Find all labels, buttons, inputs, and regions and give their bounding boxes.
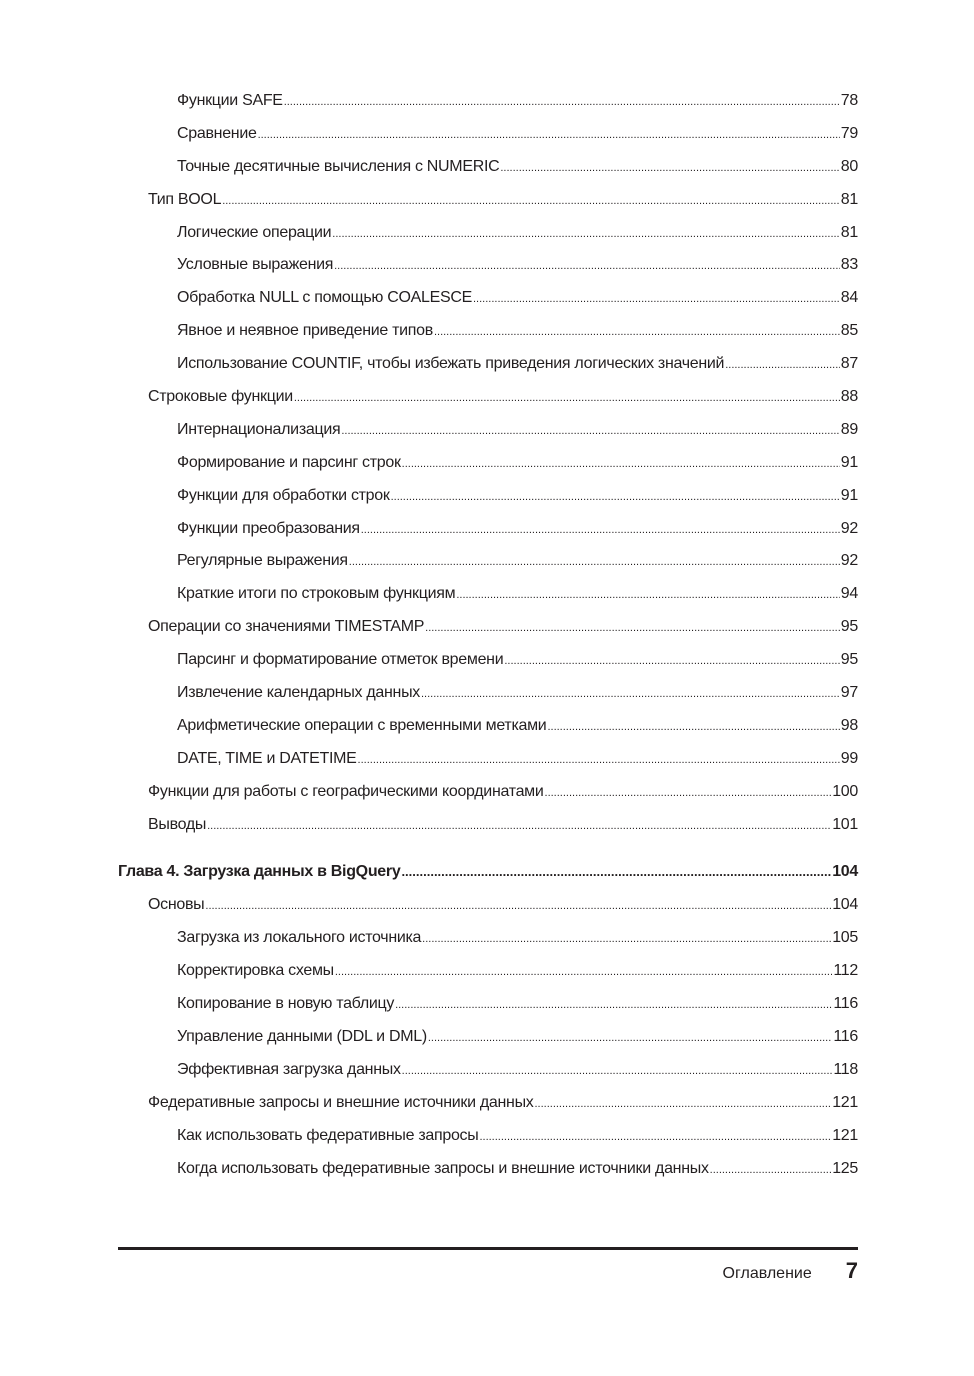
toc-entry-title: DATE, TIME и DATETIME xyxy=(177,749,357,767)
toc-entry-page: 95 xyxy=(840,618,858,636)
toc-entry-title: Функции преобразования xyxy=(177,519,360,537)
toc-entry-page: 80 xyxy=(840,157,858,175)
toc-entry-title: Глава 4. Загрузка данных в BigQuery xyxy=(118,863,401,881)
toc-entry-title: Корректировка схемы xyxy=(177,962,334,980)
dot-leader xyxy=(395,995,832,1013)
toc-entry[interactable] xyxy=(118,750,858,783)
dot-leader xyxy=(222,191,840,209)
toc-entry-page: 94 xyxy=(840,585,858,603)
footer-rule xyxy=(118,1247,858,1250)
toc-entry[interactable] xyxy=(118,585,858,618)
toc-entry[interactable] xyxy=(118,322,858,355)
dot-leader xyxy=(710,1160,832,1178)
dot-leader xyxy=(434,322,840,340)
toc-entry[interactable] xyxy=(118,684,858,717)
dot-leader xyxy=(402,454,840,472)
toc-entry-page: 78 xyxy=(840,92,858,109)
dot-leader xyxy=(547,717,839,735)
toc-entry-title: Извлечение календарных данных xyxy=(177,684,420,702)
toc-entry-page: 97 xyxy=(840,684,858,702)
toc-entry[interactable] xyxy=(118,388,858,421)
toc-entry-title: Управление данными (DDL и DML) xyxy=(177,1027,427,1045)
toc-entry[interactable] xyxy=(118,289,858,322)
toc-entry-page: 99 xyxy=(840,749,858,767)
toc-entry[interactable] xyxy=(118,783,858,816)
dot-leader xyxy=(421,684,840,702)
toc-entry[interactable] xyxy=(118,962,858,995)
toc-entry-page: 118 xyxy=(833,1060,858,1078)
toc-entry-page: 88 xyxy=(840,388,858,406)
dot-leader xyxy=(428,1028,833,1046)
dot-leader xyxy=(473,289,840,307)
toc-entry-page: 121 xyxy=(832,1126,858,1144)
toc-entry-title: Операции со значениями TIMESTAMP xyxy=(148,618,425,636)
toc-entry[interactable] xyxy=(118,158,858,191)
toc-entry-page: 100 xyxy=(832,782,858,800)
toc-entry-title: Основы xyxy=(148,896,205,914)
toc-entry[interactable] xyxy=(118,355,858,388)
toc-entry-page: 81 xyxy=(840,190,858,208)
toc-entry[interactable] xyxy=(118,224,858,257)
dot-leader xyxy=(504,651,839,669)
dot-leader xyxy=(402,1061,833,1079)
toc-entry[interactable] xyxy=(118,995,858,1028)
dot-leader xyxy=(500,158,839,176)
toc-entry[interactable] xyxy=(118,816,858,849)
toc-entry-page: 98 xyxy=(840,716,858,734)
toc-entry-title: Функции для обработки строк xyxy=(177,486,390,504)
dot-leader xyxy=(341,421,839,439)
toc-entry-title: Когда использовать федеративные запросы и внешние источники данных xyxy=(177,1159,709,1177)
toc-entry-page: 92 xyxy=(840,552,858,570)
dot-leader xyxy=(422,929,831,947)
toc-entry-title: Сравнение xyxy=(177,124,257,142)
toc-entry-title: Копирование в новую таблицу xyxy=(177,995,395,1013)
dot-leader xyxy=(534,1094,831,1112)
toc-entry[interactable] xyxy=(118,1094,858,1127)
toc-entry-page: 89 xyxy=(840,420,858,438)
page-number: 7 xyxy=(845,1258,858,1283)
toc-entry-title: Логические операции xyxy=(177,223,332,241)
toc-entry[interactable] xyxy=(118,552,858,585)
toc-entry-title: Функции для работы с географическими координатами xyxy=(148,782,544,800)
toc-entry-page: 91 xyxy=(840,486,858,504)
dot-leader xyxy=(205,896,831,914)
toc-entry-title: Краткие итоги по строковым функциям xyxy=(177,585,456,603)
toc-entry-page: 83 xyxy=(840,256,858,274)
toc-entry-page: 81 xyxy=(840,223,858,241)
toc-entry[interactable] xyxy=(118,520,858,553)
toc-entry-title: Строковые функции xyxy=(148,388,293,406)
toc-entry-title: Арифметические операции с временными метками xyxy=(177,716,547,734)
toc-entry-page: 95 xyxy=(840,651,858,669)
toc-entry[interactable] xyxy=(118,717,858,750)
toc-entry-page: 104 xyxy=(832,896,858,914)
toc-entry-page: 104 xyxy=(832,863,858,881)
toc-entry-title: Использование COUNTIF, чтобы избежать приведения логических значений xyxy=(177,355,725,373)
dot-leader xyxy=(349,552,840,570)
dot-leader xyxy=(294,388,840,406)
dot-leader xyxy=(361,520,840,538)
toc-entry[interactable] xyxy=(118,256,858,289)
toc-entry[interactable] xyxy=(118,1028,858,1061)
dot-leader xyxy=(479,1127,831,1145)
toc-entry-title: Тип BOOL xyxy=(148,190,222,208)
dot-leader xyxy=(258,125,840,143)
dot-leader xyxy=(391,487,840,505)
toc-entry[interactable] xyxy=(118,92,858,125)
toc-entry[interactable] xyxy=(118,896,858,929)
toc-entry[interactable] xyxy=(118,191,858,224)
toc-entry[interactable] xyxy=(118,125,858,158)
dot-leader xyxy=(456,585,839,603)
toc-entry-title: Выводы xyxy=(148,815,207,833)
toc-entry-title: Парсинг и форматирование отметок времени xyxy=(177,651,504,669)
toc-entry-page: 85 xyxy=(840,322,858,340)
toc-entry-page: 121 xyxy=(832,1093,858,1111)
toc-entry-title: Формирование и парсинг строк xyxy=(177,453,401,471)
toc-entry-page: 92 xyxy=(840,519,858,537)
toc-entry[interactable] xyxy=(118,1160,858,1193)
dot-leader xyxy=(401,863,831,881)
dot-leader xyxy=(335,962,833,980)
toc-entry-page: 112 xyxy=(833,962,858,980)
toc-entry[interactable] xyxy=(118,421,858,454)
toc-entry[interactable] xyxy=(118,454,858,487)
toc-entry-page: 84 xyxy=(840,289,858,307)
toc-chapter-entry[interactable] xyxy=(118,863,858,896)
toc-entry-title: Явное и неявное приведение типов xyxy=(177,322,433,340)
toc-entry[interactable] xyxy=(118,618,858,651)
toc-entry-title: Функции SAFE xyxy=(177,92,283,109)
running-footer-section: Оглавление xyxy=(722,1265,812,1282)
toc-entry-title: Как использовать федеративные запросы xyxy=(177,1126,479,1144)
toc-entry[interactable] xyxy=(118,487,858,520)
dot-leader xyxy=(425,618,840,636)
toc-entry[interactable] xyxy=(118,651,858,684)
toc-entry-title: Загрузка из локального источника xyxy=(177,929,422,947)
table-of-contents xyxy=(118,92,858,1192)
toc-entry-title: Федеративные запросы и внешние источники данных xyxy=(148,1093,534,1111)
toc-entry-page: 116 xyxy=(833,995,858,1013)
toc-entry-page: 125 xyxy=(832,1159,858,1177)
toc-entry-title: Условные выражения xyxy=(177,256,334,274)
dot-leader xyxy=(545,783,832,801)
toc-entry-page: 87 xyxy=(840,355,858,373)
toc-entry-page: 79 xyxy=(840,124,858,142)
dot-leader xyxy=(284,92,840,110)
toc-entry-title: Обработка NULL с помощью COALESCE xyxy=(177,289,472,307)
toc-entry-title: Регулярные выражения xyxy=(177,552,348,570)
dot-leader xyxy=(332,224,840,242)
dot-leader xyxy=(358,750,840,768)
toc-entry[interactable] xyxy=(118,1061,858,1094)
toc-entry[interactable] xyxy=(118,929,858,962)
toc-entry-page: 91 xyxy=(840,453,858,471)
toc-entry-page: 105 xyxy=(832,929,858,947)
toc-entry-page: 101 xyxy=(832,815,858,833)
toc-entry-title: Интернационализация xyxy=(177,420,341,438)
toc-entry-page: 116 xyxy=(833,1027,858,1045)
toc-entry-title: Точные десятичные вычисления с NUMERIC xyxy=(177,157,500,175)
dot-leader xyxy=(725,355,840,373)
toc-entry[interactable] xyxy=(118,1127,858,1160)
dot-leader xyxy=(207,816,831,834)
dot-leader xyxy=(334,256,840,274)
toc-entry-title: Эффективная загрузка данных xyxy=(177,1060,401,1078)
page-footer xyxy=(723,1258,858,1284)
